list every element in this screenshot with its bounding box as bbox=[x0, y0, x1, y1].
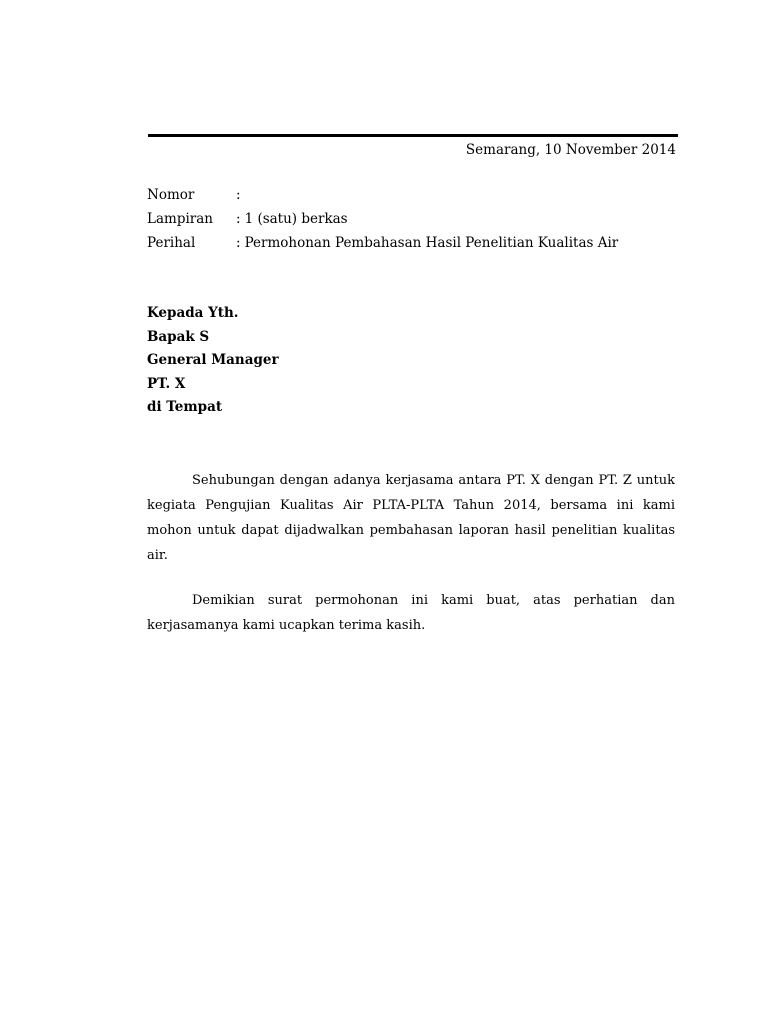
meta-row-lampiran bbox=[147, 210, 687, 234]
meta-label: Perihal bbox=[147, 235, 196, 251]
header-rule bbox=[148, 134, 678, 137]
recipient-location: di Tempat bbox=[147, 399, 223, 415]
meta-value bbox=[245, 186, 687, 210]
place-date: Semarang, 10 November 2014 bbox=[465, 142, 676, 158]
recipient-company: PT. X bbox=[147, 375, 186, 392]
letter-body bbox=[147, 468, 675, 638]
letter-meta bbox=[147, 186, 687, 258]
meta-label: Lampiran bbox=[147, 211, 213, 227]
meta-row-nomor bbox=[147, 186, 687, 210]
recipient-salutation: Kepada Yth. bbox=[147, 305, 239, 321]
meta-value: Permohonan Pembahasan Hasil Penelitian Kualitas Air bbox=[244, 235, 619, 251]
recipient-name: Bapak S bbox=[147, 328, 210, 345]
meta-value: 1 (satu) berkas bbox=[244, 211, 348, 227]
recipient-address bbox=[147, 304, 279, 422]
meta-colon: : bbox=[236, 211, 241, 227]
recipient-position: General Manager bbox=[147, 352, 279, 368]
meta-colon: : bbox=[236, 235, 241, 251]
meta-label: Nomor bbox=[147, 187, 195, 203]
meta-colon: : bbox=[236, 187, 241, 203]
meta-row-perihal bbox=[147, 234, 687, 258]
closing-paragraph: Demikian surat permohonan ini kami buat, atas perhatian dan kerjasamanya kami ucapkan terima kasih. bbox=[147, 593, 675, 633]
body-paragraph: Sehubungan dengan adanya kerjasama antara PT. X dengan PT. Z untuk kegiata Pengujian Kualitas Air PLTA-PLTA Tahun 2014, bersama ini kami mohon untuk dapat dijadwalkan pembahasan laporan hasil penelitian kualitas air. bbox=[147, 473, 675, 563]
